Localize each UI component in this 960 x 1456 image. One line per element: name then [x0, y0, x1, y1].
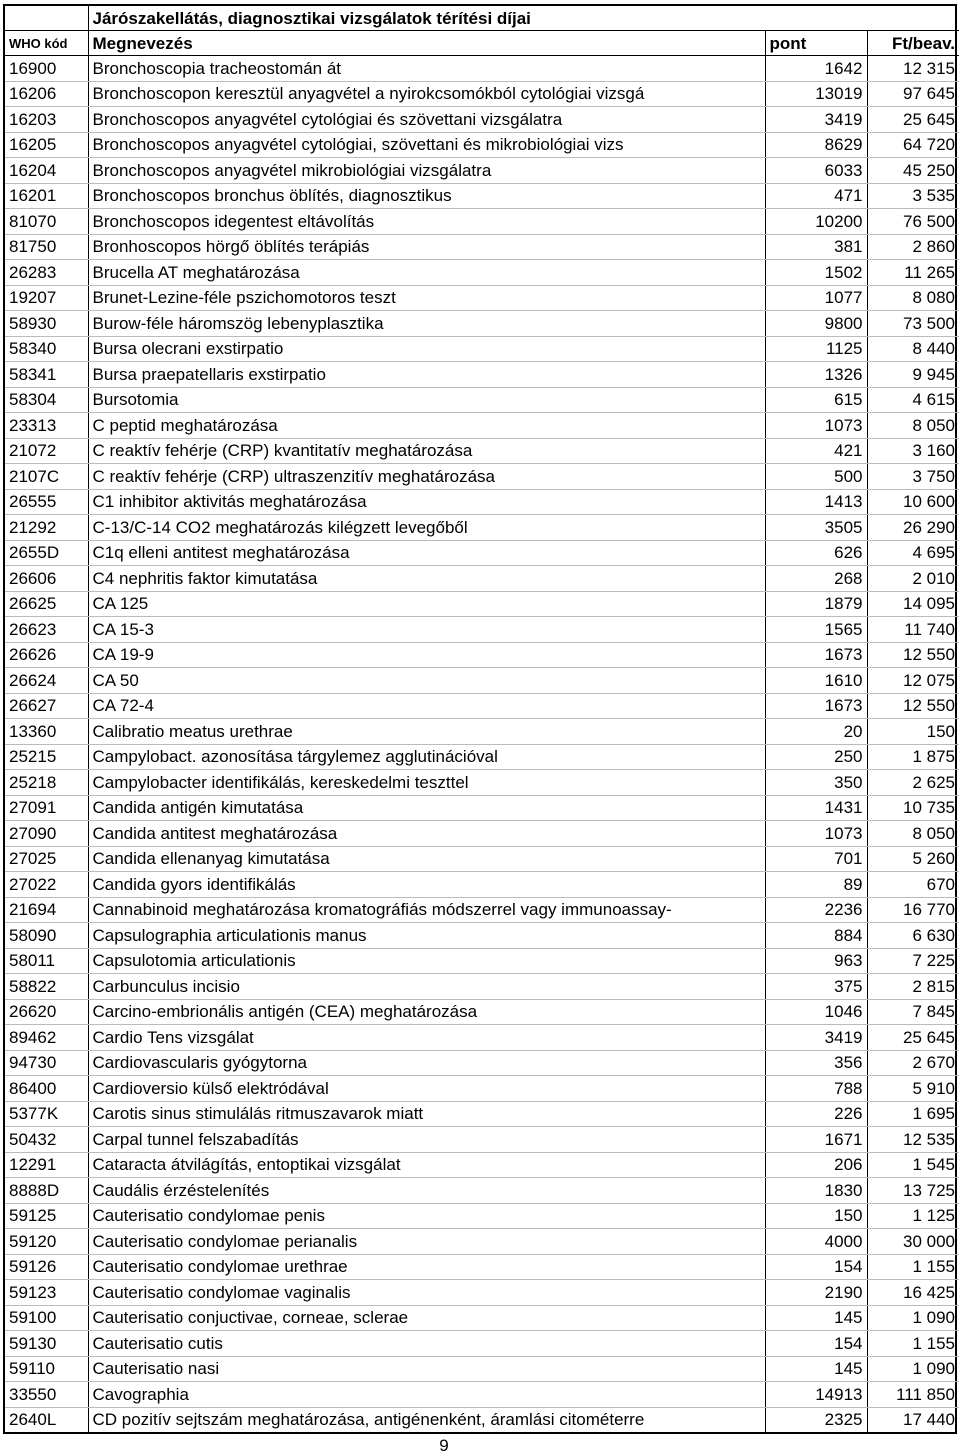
row-price: 2 815 — [867, 974, 959, 1000]
row-name: Bronhoscopos hörgő öblítés terápiás — [88, 234, 765, 260]
table-row — [5, 260, 959, 286]
table-row — [5, 719, 959, 745]
row-name: Bronchoscopon keresztül anyagvétel a nyirokcsomókból cytológiai vizsgá — [88, 81, 765, 107]
header-name: Megnevezés — [88, 31, 765, 56]
row-points: 1073 — [765, 413, 867, 439]
row-code: 27090 — [5, 821, 88, 847]
row-points: 375 — [765, 974, 867, 1000]
row-name: Carcino-embrionális antigén (CEA) meghatározása — [88, 999, 765, 1025]
row-points: 2236 — [765, 897, 867, 923]
row-points: 626 — [765, 540, 867, 566]
row-name: CA 125 — [88, 591, 765, 617]
row-price: 6 630 — [867, 923, 959, 949]
row-name: Cataracta átvilágítás, entoptikai vizsgálat — [88, 1152, 765, 1178]
row-name: Carbunculus incisio — [88, 974, 765, 1000]
row-code: 81070 — [5, 209, 88, 235]
row-price: 1 090 — [867, 1305, 959, 1331]
row-code: 89462 — [5, 1025, 88, 1051]
row-points: 3419 — [765, 107, 867, 133]
table-row — [5, 566, 959, 592]
table-row — [5, 770, 959, 796]
row-price: 2 670 — [867, 1050, 959, 1076]
table-row — [5, 489, 959, 515]
row-code: 59125 — [5, 1203, 88, 1229]
table-row — [5, 1356, 959, 1382]
row-price: 7 225 — [867, 948, 959, 974]
header-code: WHO kód — [5, 31, 88, 56]
row-code: 33550 — [5, 1382, 88, 1408]
row-points: 1830 — [765, 1178, 867, 1204]
row-points: 1673 — [765, 693, 867, 719]
row-name: Cauterisatio condylomae perianalis — [88, 1229, 765, 1255]
row-code: 8888D — [5, 1178, 88, 1204]
row-name: Cauterisatio cutis — [88, 1331, 765, 1357]
row-price: 16 770 — [867, 897, 959, 923]
row-points: 226 — [765, 1101, 867, 1127]
row-price: 10 600 — [867, 489, 959, 515]
row-points: 963 — [765, 948, 867, 974]
row-price: 12 075 — [867, 668, 959, 694]
row-price: 1 695 — [867, 1101, 959, 1127]
row-price: 30 000 — [867, 1229, 959, 1255]
table-row — [5, 56, 959, 82]
row-name: Bronchoscopos anyagvétel mikrobiológiai vizsgálatra — [88, 158, 765, 184]
row-points: 615 — [765, 387, 867, 413]
row-price: 4 615 — [867, 387, 959, 413]
table-row — [5, 107, 959, 133]
row-name: C4 nephritis faktor kimutatása — [88, 566, 765, 592]
table-row — [5, 311, 959, 337]
row-price: 3 535 — [867, 183, 959, 209]
row-name: Cavographia — [88, 1382, 765, 1408]
row-points: 788 — [765, 1076, 867, 1102]
table-row — [5, 413, 959, 439]
row-points: 6033 — [765, 158, 867, 184]
row-points: 2190 — [765, 1280, 867, 1306]
row-points: 2325 — [765, 1407, 867, 1432]
row-points: 1073 — [765, 821, 867, 847]
row-points: 89 — [765, 872, 867, 898]
table-row — [5, 132, 959, 158]
row-name: Brunet-Lezine-féle pszichomotoros teszt — [88, 285, 765, 311]
row-points: 268 — [765, 566, 867, 592]
row-code: 26606 — [5, 566, 88, 592]
row-name: Campylobact. azonosítása tárgylemez agglutinációval — [88, 744, 765, 770]
row-points: 884 — [765, 923, 867, 949]
row-code: 26627 — [5, 693, 88, 719]
row-price: 12 535 — [867, 1127, 959, 1153]
row-code: 21072 — [5, 438, 88, 464]
title-spacer — [5, 6, 88, 31]
row-name: CD pozitív sejtszám meghatározása, antigénenként, áramlási citométerre — [88, 1407, 765, 1432]
row-price: 25 645 — [867, 107, 959, 133]
row-name: Candida gyors identifikálás — [88, 872, 765, 898]
row-points: 1671 — [765, 1127, 867, 1153]
table-row — [5, 948, 959, 974]
row-code: 25215 — [5, 744, 88, 770]
row-points: 150 — [765, 1203, 867, 1229]
row-price: 64 720 — [867, 132, 959, 158]
row-code: 13360 — [5, 719, 88, 745]
row-name: Candida antitest meghatározása — [88, 821, 765, 847]
row-name: Burow-féle háromszög lebenyplasztika — [88, 311, 765, 337]
row-price: 7 845 — [867, 999, 959, 1025]
row-name: Calibratio meatus urethrae — [88, 719, 765, 745]
row-price: 8 080 — [867, 285, 959, 311]
row-price: 111 850 — [867, 1382, 959, 1408]
row-price: 16 425 — [867, 1280, 959, 1306]
row-points: 206 — [765, 1152, 867, 1178]
row-points: 356 — [765, 1050, 867, 1076]
row-name: Brucella AT meghatározása — [88, 260, 765, 286]
row-code: 26620 — [5, 999, 88, 1025]
row-points: 4000 — [765, 1229, 867, 1255]
row-price: 2 860 — [867, 234, 959, 260]
row-points: 3419 — [765, 1025, 867, 1051]
row-name: Capsulographia articulationis manus — [88, 923, 765, 949]
row-price: 4 695 — [867, 540, 959, 566]
row-name: Cauterisatio condylomae vaginalis — [88, 1280, 765, 1306]
row-name: Cannabinoid meghatározása kromatográfiás módszerrel vagy immunoassay- — [88, 897, 765, 923]
row-code: 59130 — [5, 1331, 88, 1357]
row-code: 58304 — [5, 387, 88, 413]
table-row — [5, 744, 959, 770]
table-row — [5, 693, 959, 719]
page-number: 9 — [439, 1436, 449, 1455]
row-code: 50432 — [5, 1127, 88, 1153]
row-code: 21292 — [5, 515, 88, 541]
row-price: 3 750 — [867, 464, 959, 490]
row-code: 25218 — [5, 770, 88, 796]
table-row — [5, 1382, 959, 1408]
row-name: Carotis sinus stimulálás ritmuszavarok miatt — [88, 1101, 765, 1127]
row-points: 350 — [765, 770, 867, 796]
row-code: 19207 — [5, 285, 88, 311]
header-price: Ft/beav. — [867, 31, 959, 56]
row-name: Bronchoscopos anyagvétel cytológiai, szövettani és mikrobiológiai vizs — [88, 132, 765, 158]
row-code: 59100 — [5, 1305, 88, 1331]
row-name: Cardioversio külső elektródával — [88, 1076, 765, 1102]
row-points: 1610 — [765, 668, 867, 694]
row-code: 26626 — [5, 642, 88, 668]
row-points: 381 — [765, 234, 867, 260]
row-price: 12 550 — [867, 693, 959, 719]
row-price: 5 910 — [867, 1076, 959, 1102]
row-name: C1 inhibitor aktivitás meghatározása — [88, 489, 765, 515]
row-name: Bronchoscopos bronchus öblítés, diagnosztikus — [88, 183, 765, 209]
row-points: 421 — [765, 438, 867, 464]
row-price: 8 050 — [867, 821, 959, 847]
row-name: Bronchoscopos idegentest eltávolítás — [88, 209, 765, 235]
row-price: 10 735 — [867, 795, 959, 821]
row-code: 16205 — [5, 132, 88, 158]
table-row — [5, 591, 959, 617]
row-code: 21694 — [5, 897, 88, 923]
row-price: 12 550 — [867, 642, 959, 668]
row-name: Bursotomia — [88, 387, 765, 413]
table-row — [5, 999, 959, 1025]
row-points: 1879 — [765, 591, 867, 617]
table-row — [5, 515, 959, 541]
row-price: 76 500 — [867, 209, 959, 235]
price-table — [5, 6, 959, 1432]
row-code: 26625 — [5, 591, 88, 617]
row-code: 26623 — [5, 617, 88, 643]
row-price: 1 155 — [867, 1331, 959, 1357]
row-code: 16204 — [5, 158, 88, 184]
row-price: 150 — [867, 719, 959, 745]
title-row — [5, 6, 959, 31]
row-name: C reaktív fehérje (CRP) kvantitatív meghatározása — [88, 438, 765, 464]
row-points: 14913 — [765, 1382, 867, 1408]
table-row — [5, 821, 959, 847]
table-row — [5, 668, 959, 694]
row-price: 12 315 — [867, 56, 959, 82]
row-code: 94730 — [5, 1050, 88, 1076]
row-code: 2640L — [5, 1407, 88, 1432]
table-row — [5, 81, 959, 107]
table-row — [5, 209, 959, 235]
table-row — [5, 923, 959, 949]
row-code: 5377K — [5, 1101, 88, 1127]
table-row — [5, 438, 959, 464]
row-name: Cardiovascularis gyógytorna — [88, 1050, 765, 1076]
row-code: 16201 — [5, 183, 88, 209]
row-name: Cardio Tens vizsgálat — [88, 1025, 765, 1051]
row-points: 1326 — [765, 362, 867, 388]
row-name: Bronchoscopos anyagvétel cytológiai és szövettani vizsgálatra — [88, 107, 765, 133]
row-price: 670 — [867, 872, 959, 898]
table-row — [5, 464, 959, 490]
table-row — [5, 387, 959, 413]
row-points: 3505 — [765, 515, 867, 541]
row-name: Bronchoscopia tracheostomán át — [88, 56, 765, 82]
row-code: 23313 — [5, 413, 88, 439]
row-name: Bursa praepatellaris exstirpatio — [88, 362, 765, 388]
table-row — [5, 1152, 959, 1178]
row-points: 8629 — [765, 132, 867, 158]
row-code: 16206 — [5, 81, 88, 107]
row-code: 58341 — [5, 362, 88, 388]
row-price: 11 265 — [867, 260, 959, 286]
row-points: 154 — [765, 1331, 867, 1357]
row-code: 58011 — [5, 948, 88, 974]
row-points: 1046 — [765, 999, 867, 1025]
table-row — [5, 1076, 959, 1102]
row-code: 12291 — [5, 1152, 88, 1178]
row-price: 1 155 — [867, 1254, 959, 1280]
row-points: 1125 — [765, 336, 867, 362]
row-code: 16203 — [5, 107, 88, 133]
header-row — [5, 31, 959, 56]
table-row — [5, 234, 959, 260]
row-code: 27025 — [5, 846, 88, 872]
table-row — [5, 1025, 959, 1051]
row-name: CA 50 — [88, 668, 765, 694]
table-row — [5, 642, 959, 668]
row-price: 11 740 — [867, 617, 959, 643]
row-code: 58340 — [5, 336, 88, 362]
table-row — [5, 1101, 959, 1127]
row-points: 1077 — [765, 285, 867, 311]
row-name: Candida ellenanyag kimutatása — [88, 846, 765, 872]
table-row — [5, 158, 959, 184]
row-code: 59126 — [5, 1254, 88, 1280]
row-name: Capsulotomia articulationis — [88, 948, 765, 974]
row-name: Carpal tunnel felszabadítás — [88, 1127, 765, 1153]
row-points: 1565 — [765, 617, 867, 643]
row-name: CA 19-9 — [88, 642, 765, 668]
row-points: 471 — [765, 183, 867, 209]
row-name: Caudális érzéstelenítés — [88, 1178, 765, 1204]
row-price: 25 645 — [867, 1025, 959, 1051]
row-price: 73 500 — [867, 311, 959, 337]
row-name: Cauterisatio conjuctivae, corneae, sclerae — [88, 1305, 765, 1331]
row-points: 145 — [765, 1305, 867, 1331]
row-code: 26624 — [5, 668, 88, 694]
row-name: CA 15-3 — [88, 617, 765, 643]
row-name: C1q elleni antitest meghatározása — [88, 540, 765, 566]
row-code: 59123 — [5, 1280, 88, 1306]
row-points: 13019 — [765, 81, 867, 107]
row-price: 5 260 — [867, 846, 959, 872]
row-price: 2 010 — [867, 566, 959, 592]
row-points: 9800 — [765, 311, 867, 337]
row-code: 58822 — [5, 974, 88, 1000]
row-points: 1642 — [765, 56, 867, 82]
row-price: 13 725 — [867, 1178, 959, 1204]
row-points: 154 — [765, 1254, 867, 1280]
row-price: 45 250 — [867, 158, 959, 184]
row-name: Cauterisatio condylomae urethrae — [88, 1254, 765, 1280]
row-price: 97 645 — [867, 81, 959, 107]
row-points: 1673 — [765, 642, 867, 668]
row-code: 2655D — [5, 540, 88, 566]
row-code: 27091 — [5, 795, 88, 821]
row-code: 58090 — [5, 923, 88, 949]
row-code: 58930 — [5, 311, 88, 337]
row-name: CA 72-4 — [88, 693, 765, 719]
row-price: 26 290 — [867, 515, 959, 541]
row-price: 1 545 — [867, 1152, 959, 1178]
table-row — [5, 1229, 959, 1255]
row-code: 59120 — [5, 1229, 88, 1255]
row-price: 8 440 — [867, 336, 959, 362]
row-points: 1431 — [765, 795, 867, 821]
row-name: C peptid meghatározása — [88, 413, 765, 439]
row-code: 2107C — [5, 464, 88, 490]
row-name: Bursa olecrani exstirpatio — [88, 336, 765, 362]
row-price: 9 945 — [867, 362, 959, 388]
row-price: 14 095 — [867, 591, 959, 617]
table-row — [5, 1050, 959, 1076]
header-points: pont — [765, 31, 867, 56]
row-code: 26555 — [5, 489, 88, 515]
table-row — [5, 540, 959, 566]
row-points: 701 — [765, 846, 867, 872]
table-row — [5, 336, 959, 362]
table-row — [5, 795, 959, 821]
table-row — [5, 285, 959, 311]
row-name: C reaktív fehérje (CRP) ultraszenzitív meghatározása — [88, 464, 765, 490]
table-row — [5, 1178, 959, 1204]
row-name: Cauterisatio nasi — [88, 1356, 765, 1382]
row-price: 1 125 — [867, 1203, 959, 1229]
table-row — [5, 1305, 959, 1331]
row-code: 27022 — [5, 872, 88, 898]
row-points: 250 — [765, 744, 867, 770]
row-name: C-13/C-14 CO2 meghatározás kilégzett levegőből — [88, 515, 765, 541]
row-code: 16900 — [5, 56, 88, 82]
table-row — [5, 617, 959, 643]
table-row — [5, 1254, 959, 1280]
row-code: 26283 — [5, 260, 88, 286]
table-row — [5, 1331, 959, 1357]
table-row — [5, 897, 959, 923]
row-points: 20 — [765, 719, 867, 745]
table-title: Járószakellátás, diagnosztikai vizsgálatok térítési díjai — [88, 6, 959, 31]
row-points: 1413 — [765, 489, 867, 515]
row-price: 8 050 — [867, 413, 959, 439]
row-price: 2 625 — [867, 770, 959, 796]
row-price: 1 090 — [867, 1356, 959, 1382]
table-row — [5, 183, 959, 209]
row-name: Campylobacter identifikálás, kereskedelmi teszttel — [88, 770, 765, 796]
row-points: 500 — [765, 464, 867, 490]
row-price: 17 440 — [903, 1410, 955, 1430]
row-name: Candida antigén kimutatása — [88, 795, 765, 821]
table-row — [5, 872, 959, 898]
price-table-sheet — [3, 4, 957, 1434]
table-row — [5, 1127, 959, 1153]
row-points: 10200 — [765, 209, 867, 235]
table-row — [5, 1407, 959, 1432]
table-row — [5, 362, 959, 388]
row-points: 145 — [765, 1356, 867, 1382]
table-row — [5, 1203, 959, 1229]
table-row — [5, 974, 959, 1000]
row-price: 3 160 — [867, 438, 959, 464]
table-row — [5, 846, 959, 872]
row-code: 86400 — [5, 1076, 88, 1102]
row-name: Cauterisatio condylomae penis — [88, 1203, 765, 1229]
table-row — [5, 1280, 959, 1306]
row-price: 1 875 — [867, 744, 959, 770]
row-points: 1502 — [765, 260, 867, 286]
row-code: 59110 — [5, 1356, 88, 1382]
row-code: 81750 — [5, 234, 88, 260]
